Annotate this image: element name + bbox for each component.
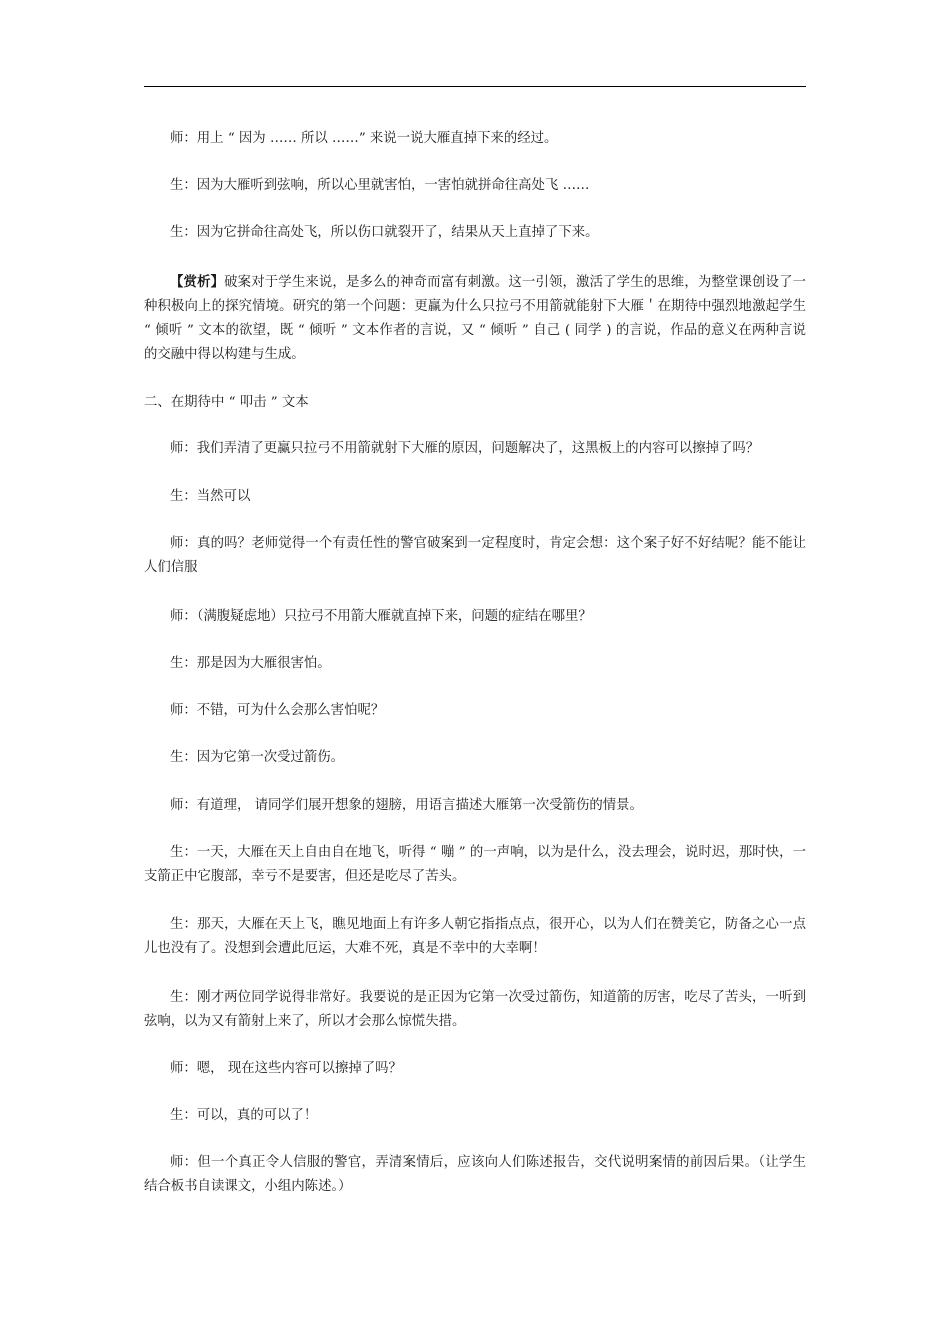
dialogue-paragraph: 师：（满腹疑虑地）只拉弓不用箭大雁就直掉下来，问题的症结在哪里？ <box>170 609 592 624</box>
dialogue-paragraph: 生：因为大雁听到弦响，所以心里就害怕，一害怕就拼命往高处飞 …… <box>170 178 590 193</box>
dialogue-paragraph: 生：那是因为大雁很害怕。 <box>170 656 331 671</box>
dialogue-paragraph: 生：刚才两位同学说得非常好。我要说的是正因为它第一次受过箭伤，知道箭的厉害，吃尽了苦头，一听到弦响，以为又有箭射上来了，所以才会那么惊慌失措。 <box>144 990 806 1029</box>
dialogue-paragraph: 生：因为它拼命往高处飞，所以伤口就裂开了，结果从天上直掉了下来。 <box>170 225 599 240</box>
dialogue-paragraph: 师：有道理， 请同学们展开想象的翅膀，用语言描述大雁第一次受箭伤的情景。 <box>170 798 643 813</box>
dialogue-paragraph: 生：当然可以 <box>170 489 251 504</box>
dialogue-paragraph: 师：但一个真正令人信服的警官，弄清案情后，应该向人们陈述报告，交代说明案情的前因后果。（让学生结合板书自读课文，小组内陈述。） <box>144 1155 806 1194</box>
dialogue-paragraph: 生：因为它第一次受过箭伤。 <box>170 750 345 765</box>
dialogue-paragraph: 师：嗯， 现在这些内容可以擦掉了吗？ <box>170 1061 402 1076</box>
dialogue-paragraph: 生：那天，大雁在天上飞，瞧见地面上有许多人朝它指指点点，很开心，以为人们在赞美它，防备之心一点儿也没有了。没想到会遭此厄运，大难不死，真是不幸中的大幸啊！ <box>144 917 806 956</box>
dialogue-paragraph: 生：可以，真的可以了！ <box>170 1108 318 1123</box>
dialogue-paragraph: 师：真的吗？老师觉得一个有责任性的警官破案到一定程度时，肯定会想：这个案子好不好结呢？能不能让人们信服 <box>144 536 806 575</box>
dialogue-paragraph: 师：我们弄清了更赢只拉弓不用箭就射下大雁的原因，问题解决了，这黑板上的内容可以擦掉了吗？ <box>170 441 760 456</box>
dialogue-paragraph: 生：一天，大雁在天上自由自在地飞，听得 “ 嘣 ” 的一声响，以为是什么，没去理会，说时迟，那时快，一支箭正中它腹部，幸亏不是要害，但还是吃尽了苦头。 <box>144 845 806 884</box>
commentary-label: 【赏析】 <box>170 274 225 290</box>
dialogue-paragraph: 师：不错，可为什么会那么害怕呢？ <box>170 703 385 718</box>
header-rule <box>144 86 806 87</box>
commentary-paragraph <box>144 270 811 367</box>
dialogue-paragraph: 师：用上 “ 因为 …… 所以 ……” 来说一说大雁直掉下来的经过。 <box>170 131 558 146</box>
section-heading: 二、在期待中 “ 叩击 ” 文本 <box>144 395 309 410</box>
commentary-text: 破案对于学生来说，是多么的神奇而富有刺激。这一引领，激活了学生的思维，为整堂课创设了一种积极向上的探究情境。研究的第一个问题：更赢为什么只拉弓不用箭就能射下大雁＇在期待中强烈地激起学生 “ 倾听 ” 文本的欲望，既 “ 倾听 ” 文本作者的言说，又 “ 倾听 ” 自己 ( 同学 ) 的言说，作品的意义在两种言说的交融中得以构建与生成。 <box>144 275 811 362</box>
